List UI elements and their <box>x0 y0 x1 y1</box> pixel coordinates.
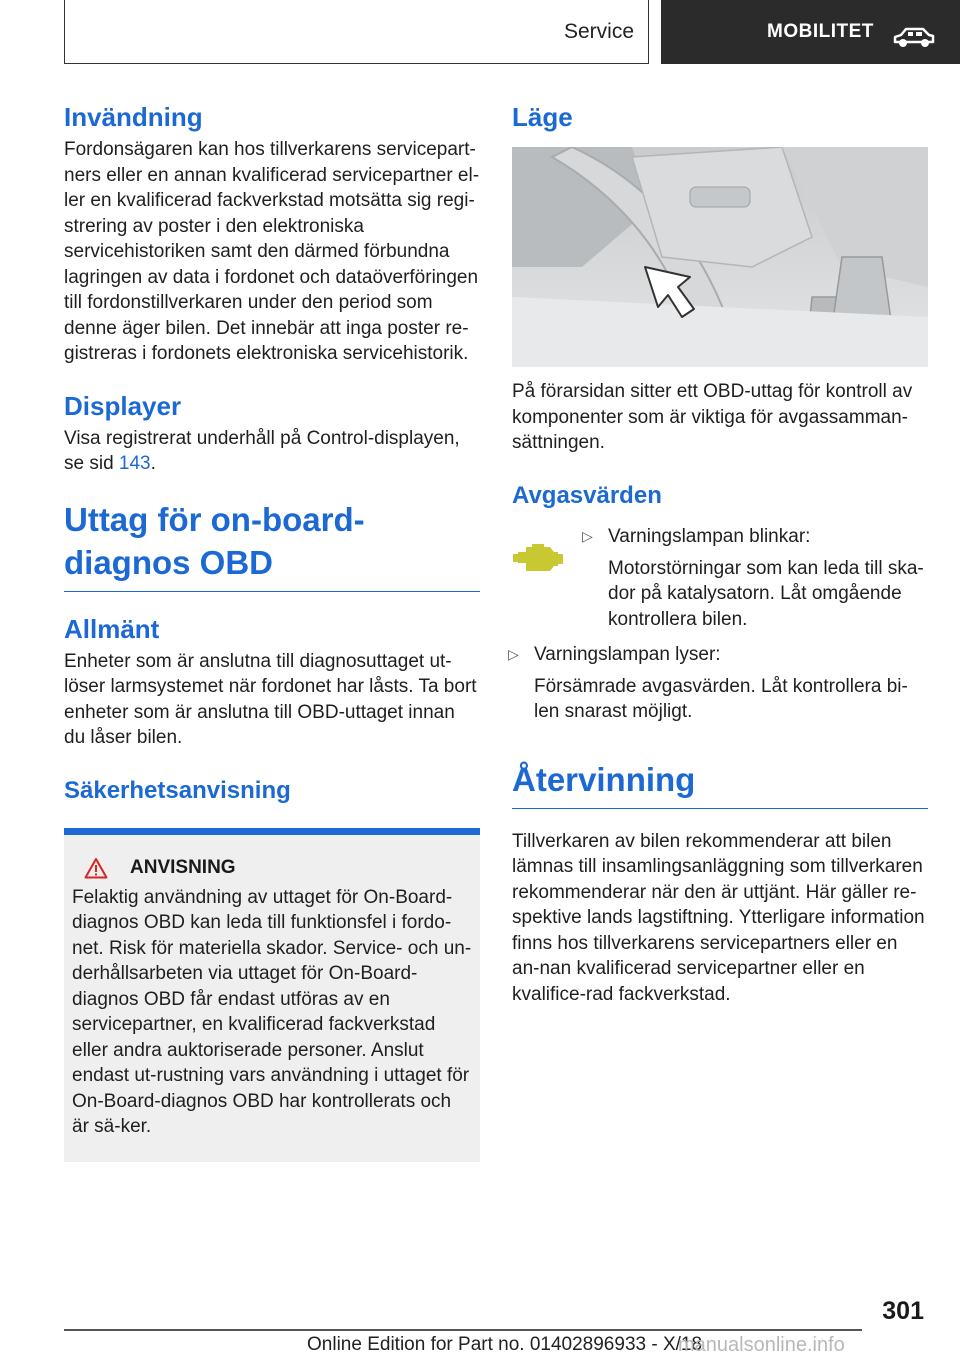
warning-label: ANVISNING <box>130 856 236 878</box>
text-atervinning: Tillverkaren av bilen rekommenderar att bilen lämnas till insamlingsanläggning som tillverkaren rekommenderar när den är uttjänt. Här gäller re-spektive lands lagstiftning. Ytterligare information finns hos tillverkarens servicepartners eller en an-nan kvalificerad servicepartner eller en kvalifice-rad fackverkstad. <box>512 830 925 1005</box>
exhaust-status-2 <box>508 642 928 725</box>
page-ref-link[interactable]: 143 <box>118 453 151 475</box>
watermark: manualsonline.info <box>678 1334 845 1356</box>
status-label: Varningslampan lyser: <box>534 644 721 666</box>
status-list-2 <box>504 642 928 725</box>
heading-displayer: Displayer <box>64 390 182 421</box>
warning-box <box>64 835 480 1162</box>
heading-invandning: Invändning <box>64 102 203 132</box>
footer-divider <box>64 1329 862 1331</box>
bullet-triangle-icon: ▷ <box>582 528 593 545</box>
heading-obd: Uttag för on-board-diagnos OBD <box>64 500 365 581</box>
list-item <box>504 642 928 725</box>
chapter-title: Service <box>563 19 634 43</box>
heading-allmant: Allmänt <box>64 613 160 644</box>
list-item <box>578 524 928 632</box>
bullet-triangle-icon: ▷ <box>508 646 519 663</box>
warning-triangle-icon <box>84 857 108 879</box>
heading-sakerhet: Säkerhetsanvisning <box>64 776 291 804</box>
engine-warning-icon <box>512 538 564 576</box>
text-lage: På förarsidan sitter ett OBD-uttag för kontroll av komponenter som är viktiga för avgassamman-sättningen. <box>512 381 913 454</box>
right-column <box>508 100 928 1007</box>
edition-info: Online Edition for Part no. 01402896933 - X/18 <box>307 1334 703 1355</box>
car-icon <box>891 26 937 50</box>
section-title: MOBILITET <box>767 21 874 42</box>
displayer-text: Visa registrerat underhåll på Control-displayen, se sid <box>64 427 460 475</box>
status-detail: Motorstörningar som kan leda till ska-dor på katalysatorn. Låt omgående kontrollera bilen. <box>608 557 924 630</box>
heading-lage: Läge <box>512 102 573 132</box>
heading-atervinning: Återvinning <box>512 760 696 798</box>
text-allmant: Enheter som är anslutna till diagnosuttaget ut-löser larmsystemet när fordonet har låsts. Ta bort enheter som är anslutna till OBD-uttaget innan du låser bilen. <box>64 650 477 749</box>
status-detail: Försämrade avgasvärden. Låt kontrollera bi-len snarast möjligt. <box>534 675 908 723</box>
heading-atervinning-wrap <box>512 759 928 809</box>
heading-obd-wrap <box>64 499 480 592</box>
heading-avgas: Avgasvärden <box>512 481 662 509</box>
displayer-text-end: . <box>150 453 156 475</box>
warning-text: Felaktig användning av uttaget för On-Board-diagnos OBD kan leda till funktionsfel i fordo-net. Risk för materiella skador. Service- och un-derhållsarbeten via uttaget för On-Board-diagnos OBD får endast utföras av en servicepartner, en kvalificerad fackverkstad eller andra auktoriserade personer. Anslut endast ut-rustning vars användning i uttaget för On-Board-diagnos OBD har kontrollerats och är sä-ker. <box>72 886 472 1138</box>
status-label: Varningslampan blinkar: <box>608 526 811 548</box>
exhaust-status <box>512 524 928 632</box>
left-column <box>64 100 480 1162</box>
obd-location-photo <box>512 147 928 367</box>
section-tab <box>661 0 960 64</box>
text-displayer <box>64 426 480 477</box>
chapter-tab <box>64 0 649 64</box>
page-number: 301 <box>882 1297 924 1325</box>
status-list <box>578 524 928 632</box>
warning-title <box>72 857 472 879</box>
warning-bar <box>64 828 480 835</box>
text-invandning: Fordonsägaren kan hos tillverkarens servicepart-ners eller en annan kvalificerad servicepartner el-ler en kvalificerad fackverkstad motsätta sig regi-strering av poster i den elektroniska servicehistoriken samt den därmed förbundna lagringen av data i fordonet och dataöverföringen till fordonstillverkaren under den period som denne äger bilen. Det innebär att inga poster re-gistreras i fordonets elektroniska servicehistorik. <box>64 139 480 365</box>
